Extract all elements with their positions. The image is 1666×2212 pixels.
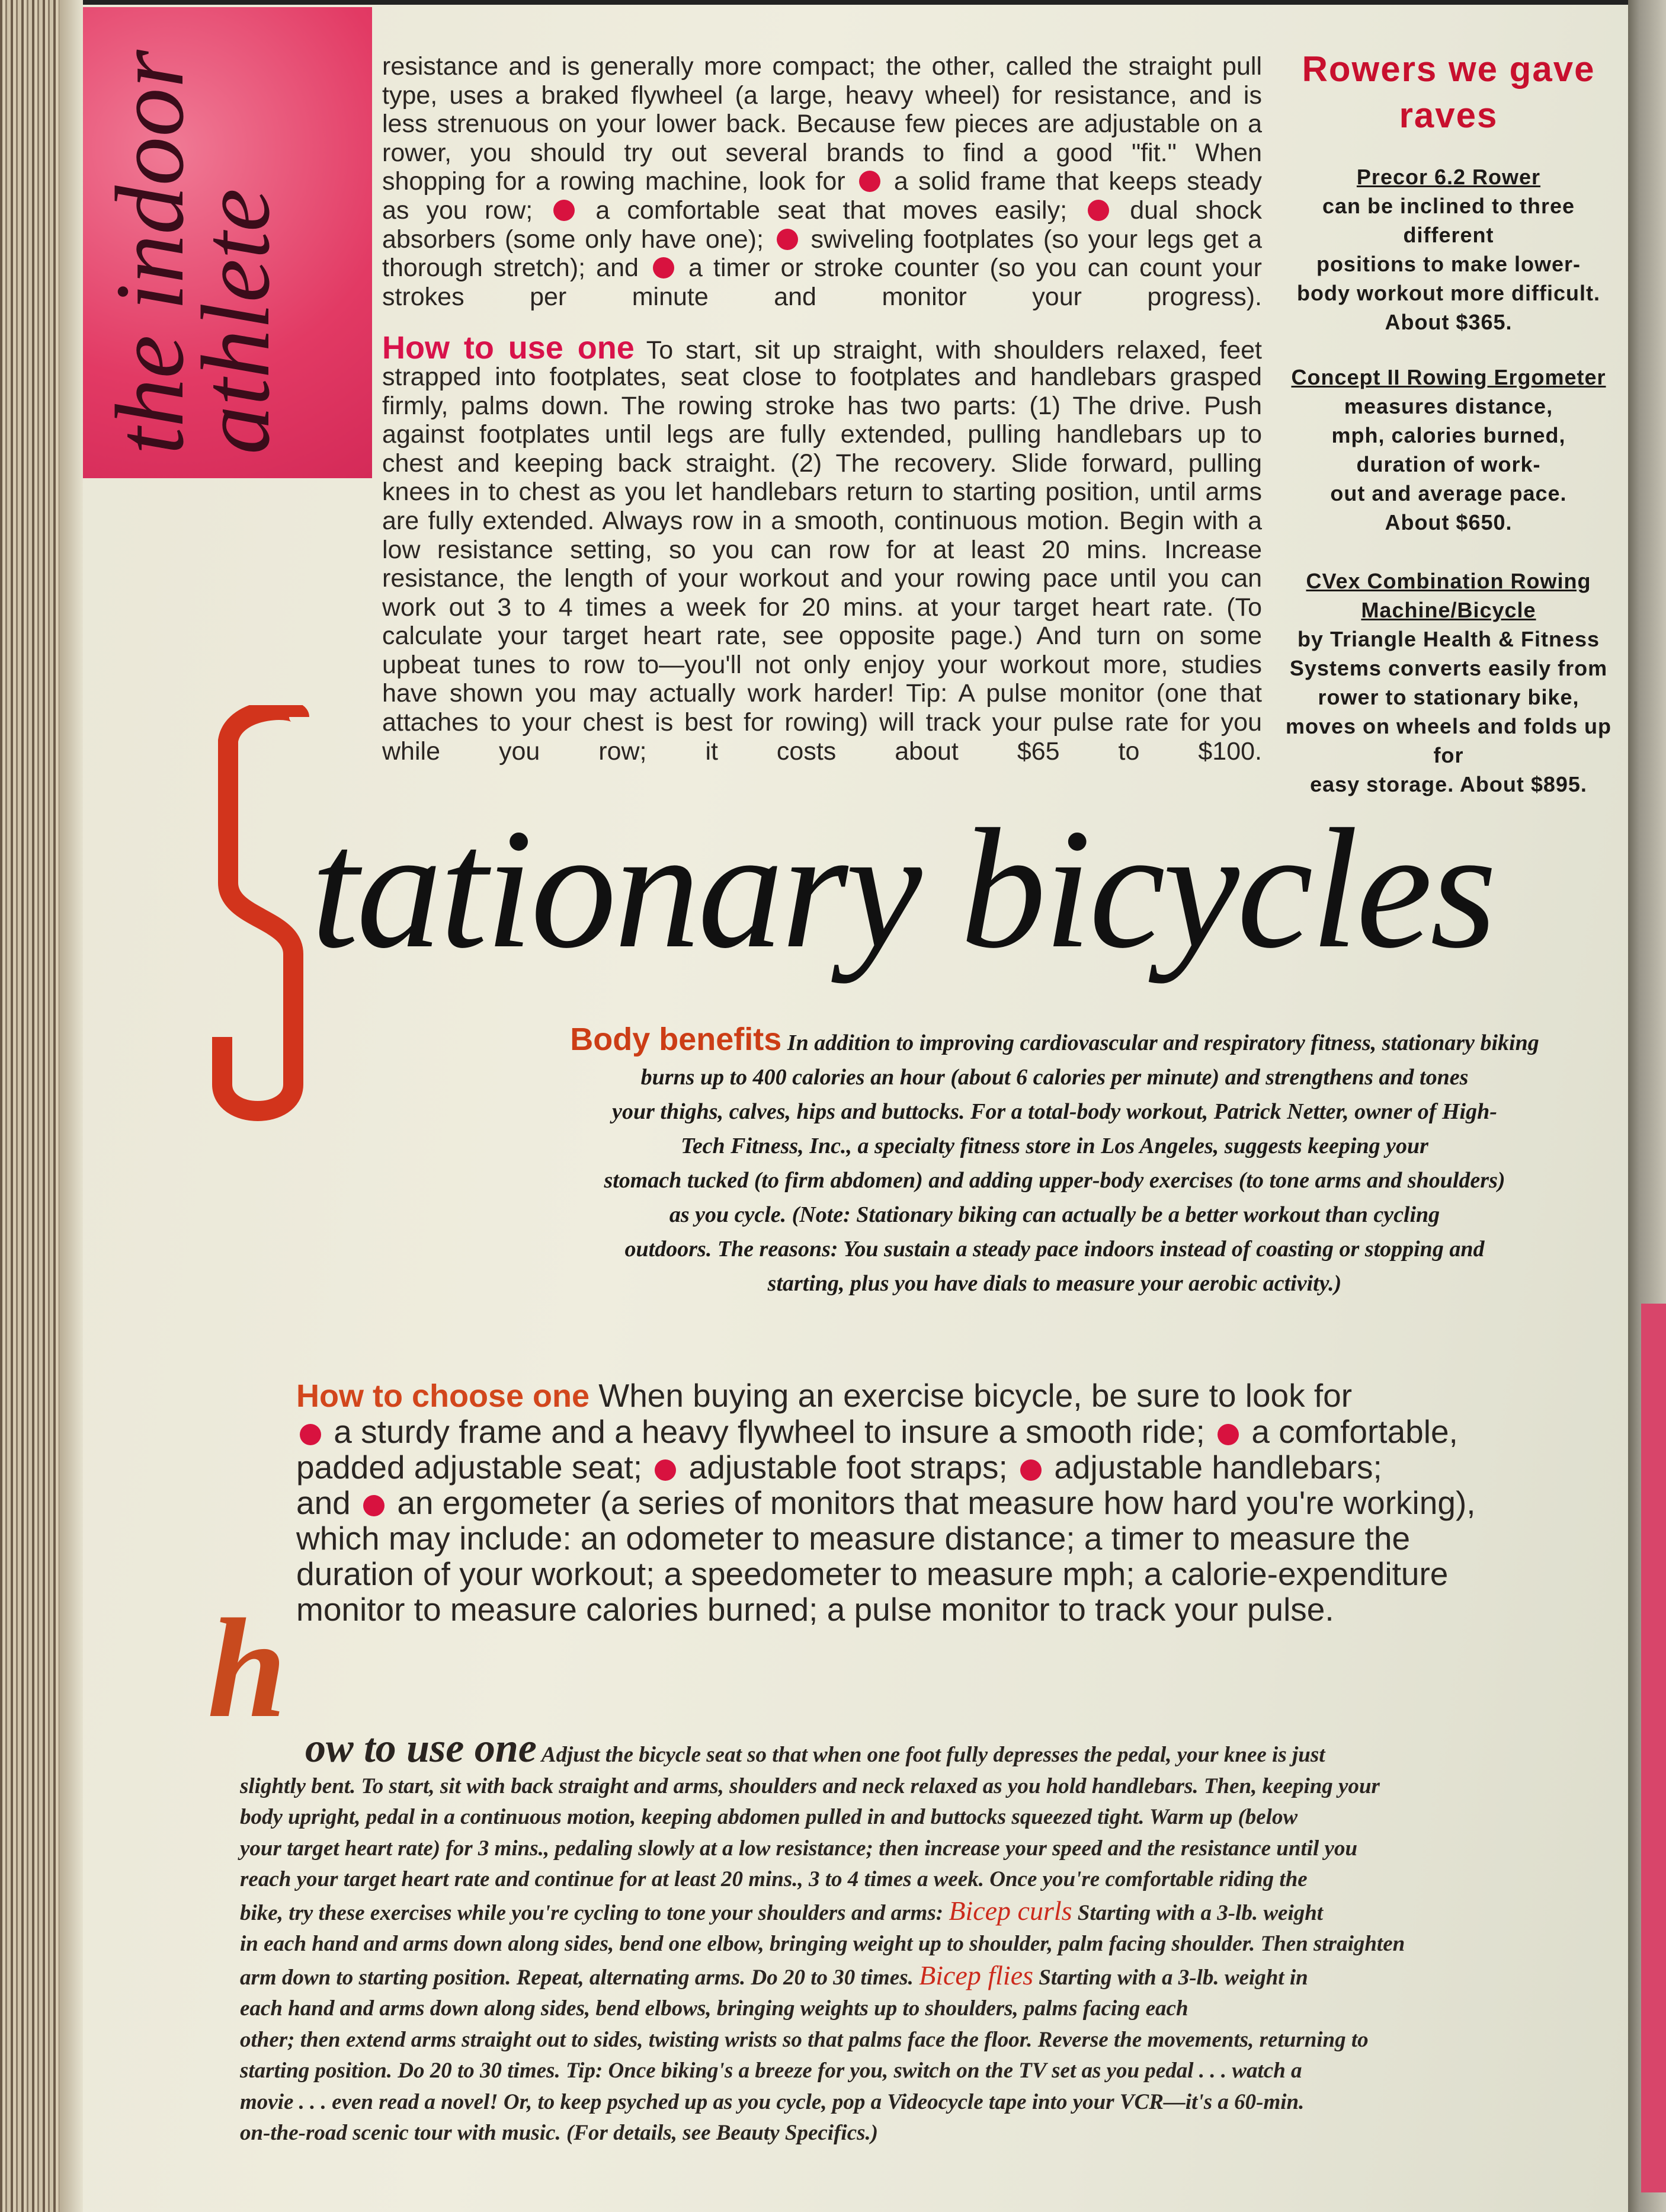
text-line: Body benefits In addition to improving cardiovascular and respiratory fitness, stationary biking: [570, 1022, 1539, 1057]
bullet-icon: [655, 1459, 676, 1481]
text-line: chest and keeping back straight. (2) The recovery. Slide forward, pulling: [382, 449, 1262, 478]
text-line: body upright, pedal in a continuous motion, keeping abdomen pulled in and buttocks squeezed tight. Warm up (below: [240, 1805, 1298, 1829]
text-line: slightly bent. To start, sit with back straight and arms, shoulders and neck relaxed as you hold handlebars. Then, keeping your: [240, 1774, 1380, 1798]
text-line: absorbers (some only have one); swiveling footplates (so your legs get a: [382, 225, 1262, 254]
text-line: on-the-road scenic tour with music. (For details, see Beauty Specifics.): [240, 2121, 879, 2145]
product-desc-line: mph, calories burned,: [1331, 423, 1566, 447]
text-line: shopping for a rowing machine, look for a solid frame that keeps steady: [382, 167, 1262, 196]
text-line: and an ergometer (a series of monitors that measure how hard you're working),: [296, 1484, 1476, 1521]
text-line: less strenuous on your lower back. Because few pieces are adjustable on a: [382, 110, 1262, 139]
text-line: strokes per minute and monitor your progress).: [382, 282, 1262, 311]
text-line: are fully extended. Always row in a smooth, continuous motion. Begin with a: [382, 506, 1262, 535]
text-line: work out 3 to 4 times a week for 20 mins. at your target heart rate. (To: [382, 593, 1262, 622]
bullet-icon: [1218, 1424, 1239, 1445]
drop-cap-s: [210, 705, 311, 1126]
rowing-how-text: [382, 330, 1262, 766]
rowers-sidebar: [1274, 46, 1623, 825]
product-desc-line: moves on wheels and folds up for: [1285, 714, 1612, 767]
how-to-use-bike-heading: ow to use one: [305, 1726, 537, 1771]
how-to-choose: [296, 1378, 1540, 1627]
product-desc-line: out and average pace.: [1330, 481, 1567, 505]
product-desc-line: About $365.: [1385, 310, 1513, 334]
text-line: outdoors. The reasons: You sustain a steady pace indoors instead of coasting or stopping and: [624, 1237, 1485, 1262]
text-line: resistance, the length of your workout and your rowing pace until you can: [382, 564, 1262, 593]
product-desc-line: can be inclined to three different: [1322, 194, 1575, 247]
text-line: starting, plus you have dials to measure your aerobic activity.): [767, 1271, 1342, 1296]
text-line: your target heart rate) for 3 mins., pedaling slowly at a low resistance; then increase your speed and the resistance until you: [240, 1836, 1358, 1861]
product-desc-line: body workout more difficult.: [1297, 281, 1600, 305]
how-to-choose-heading: How to choose one: [296, 1378, 590, 1414]
sidebar-title: Rowers we gave raves: [1302, 49, 1595, 135]
text-line: burns up to 400 calories an hour (about 6 calories per minute) and strengthens and tones: [640, 1065, 1469, 1090]
text-line: a sturdy frame and a heavy flywheel to insure a smooth ride; a comfortable,: [296, 1414, 1540, 1449]
text-line: movie . . . even read a novel! Or, to keep psyched up as you cycle, pop a Videocycle tape into your VCR—it's a 60-min.: [240, 2089, 1305, 2114]
text-line: padded adjustable seat; adjustable foot straps; adjustable handlebars;: [296, 1449, 1382, 1486]
text-line: which may include: an odometer to measure distance; a timer to measure the: [296, 1520, 1411, 1557]
text-line: low resistance setting, so you can row for at least 20 mins. Increase: [382, 535, 1262, 564]
text-line: as you cycle. (Note: Stationary biking can actually be a better workout than cycling: [669, 1202, 1440, 1227]
sidebar-product: [1274, 162, 1623, 337]
sidebar-product: [1274, 363, 1623, 537]
text-line: bike, try these exercises while you're cycling to tone your shoulders and arms: Bicep curls Starting with a 3-lb. weight: [240, 1895, 1324, 1926]
bullet-icon: [777, 229, 798, 250]
text-line: knees in to chest as you let handlebars return to starting position, until arms: [382, 478, 1262, 507]
text-line: rower, you should try out several brands to find a good "fit." When: [382, 138, 1262, 167]
text-line: How to choose one When buying an exercise bicycle, be sure to look for: [296, 1377, 1353, 1414]
drop-cap-h: h: [207, 1589, 287, 1747]
exercise-name: Bicep curls: [949, 1895, 1072, 1926]
text-line: ow to use one Adjust the bicycle seat so that when one foot fully depresses the pedal, your knee is just: [305, 1726, 1325, 1771]
text-line: arm down to starting position. Repeat, alternating arms. Do 20 to 30 times. Bicep flies Starting with a 3-lb. weight in: [240, 1960, 1308, 1990]
product-desc-line: About $650.: [1385, 510, 1513, 534]
section-title: tationary bicycles: [311, 793, 1495, 984]
text-line: duration of your workout; a speedometer to measure mph; a calorie-expenditure: [296, 1555, 1449, 1592]
bullet-icon: [653, 257, 674, 278]
product-desc-line: Systems converts easily from: [1289, 656, 1608, 680]
text-line: other; then extend arms straight out to sides, twisting wrists so that palms face the floor. Reverse the movements, returning to: [240, 2027, 1369, 2052]
text-line: How to use one To start, sit up straight, with shoulders relaxed, feet: [382, 330, 1262, 366]
rowing-choose-text: [382, 52, 1262, 311]
scan-top-edge: [0, 0, 1666, 5]
text-line: upbeat tunes to row to—you'll not only enjoy your workout more, studies: [382, 650, 1262, 679]
text-line: attaches to your chest is best for rowing) will track your pulse rate for you: [382, 708, 1262, 737]
text-line: Tech Fitness, Inc., a specialty fitness store in Los Angeles, suggests keeping your: [681, 1134, 1428, 1158]
bullet-icon: [553, 200, 575, 221]
text-line: resistance and is generally more compact; the other, called the straight pull: [382, 52, 1262, 81]
next-page-pink-band: [1641, 1304, 1666, 2192]
product-name: CVex Combination Rowing Machine/Bicycle: [1306, 569, 1591, 622]
product-name: Precor 6.2 Rower: [1356, 165, 1541, 189]
text-line: have shown you may actually work harder! Tip: A pulse monitor (one that: [382, 679, 1262, 708]
text-line: while you row; it costs about $65 to $100.: [382, 737, 1262, 766]
exercise-name: Bicep flies: [919, 1960, 1034, 1990]
text-line: each hand and arms down along sides, bend elbows, bringing weights up to shoulders, palms facing each: [240, 1996, 1188, 2021]
text-line: strapped into footplates, seat close to footplates and handlebars grasped: [382, 362, 1262, 391]
page-gutter: [59, 0, 83, 2212]
bullet-icon: [363, 1495, 385, 1516]
product-name: Concept II Rowing Ergometer: [1291, 365, 1606, 389]
product-desc-line: measures distance,: [1344, 394, 1553, 418]
book-spine-edge: [0, 0, 59, 2212]
sidebar-product: [1274, 566, 1623, 799]
product-desc-line: rower to stationary bike,: [1318, 685, 1580, 709]
text-line: in each hand and arms down along sides, bend one elbow, bringing weight up to shoulder, palm facing shoulder. Then straighten: [240, 1932, 1405, 1956]
product-desc-line: easy storage. About $895.: [1310, 772, 1587, 796]
bullet-icon: [1088, 200, 1109, 221]
product-desc-line: by Triangle Health & Fitness: [1297, 627, 1600, 651]
text-line: calculate your target heart rate, see opposite page.) And turn on some: [382, 622, 1262, 651]
section-tab-block: [83, 7, 372, 478]
product-desc-line: duration of work-: [1356, 452, 1541, 476]
text-line: firmly, palms down. The rowing stroke has two parts: (1) The drive. Push: [382, 391, 1262, 420]
section-tab-label: the indoor athlete: [95, 50, 290, 454]
product-desc-line: positions to make lower-: [1316, 252, 1581, 276]
body-benefits: [492, 1022, 1617, 1301]
bullet-icon: [859, 171, 880, 192]
text-line: thorough stretch); and a timer or stroke counter (so you can count your: [382, 254, 1262, 283]
text-line: against footplates until legs are fully extended, pulling handlebars up to: [382, 420, 1262, 449]
text-line: reach your target heart rate and continue for at least 20 mins., 3 to 4 times a week. Once you're comfortable riding the: [240, 1867, 1308, 1891]
rowing-column: [382, 52, 1262, 766]
text-line: as you row; a comfortable seat that moves easily; dual shock: [382, 196, 1262, 225]
how-to-use-bike: [240, 1726, 1626, 2149]
text-line: your thighs, calves, hips and buttocks. For a total-body workout, Patrick Netter, owner of High-: [612, 1099, 1497, 1124]
how-to-use-heading: How to use one: [382, 330, 635, 366]
bullet-icon: [300, 1424, 321, 1445]
text-line: type, uses a braked flywheel (a large, heavy wheel) for resistance, and is: [382, 81, 1262, 110]
text-line: starting position. Do 20 to 30 times. Tip: Once biking's a breeze for you, switch on the TV set as you pedal . . . watch a: [240, 2059, 1302, 2083]
text-line: stomach tucked (to firm abdomen) and adding upper-body exercises (to tone arms and shoulders): [604, 1168, 1505, 1193]
bullet-icon: [1020, 1459, 1042, 1481]
body-benefits-heading: Body benefits: [570, 1022, 782, 1057]
text-line: monitor to measure calories burned; a pulse monitor to track your pulse.: [296, 1591, 1334, 1628]
